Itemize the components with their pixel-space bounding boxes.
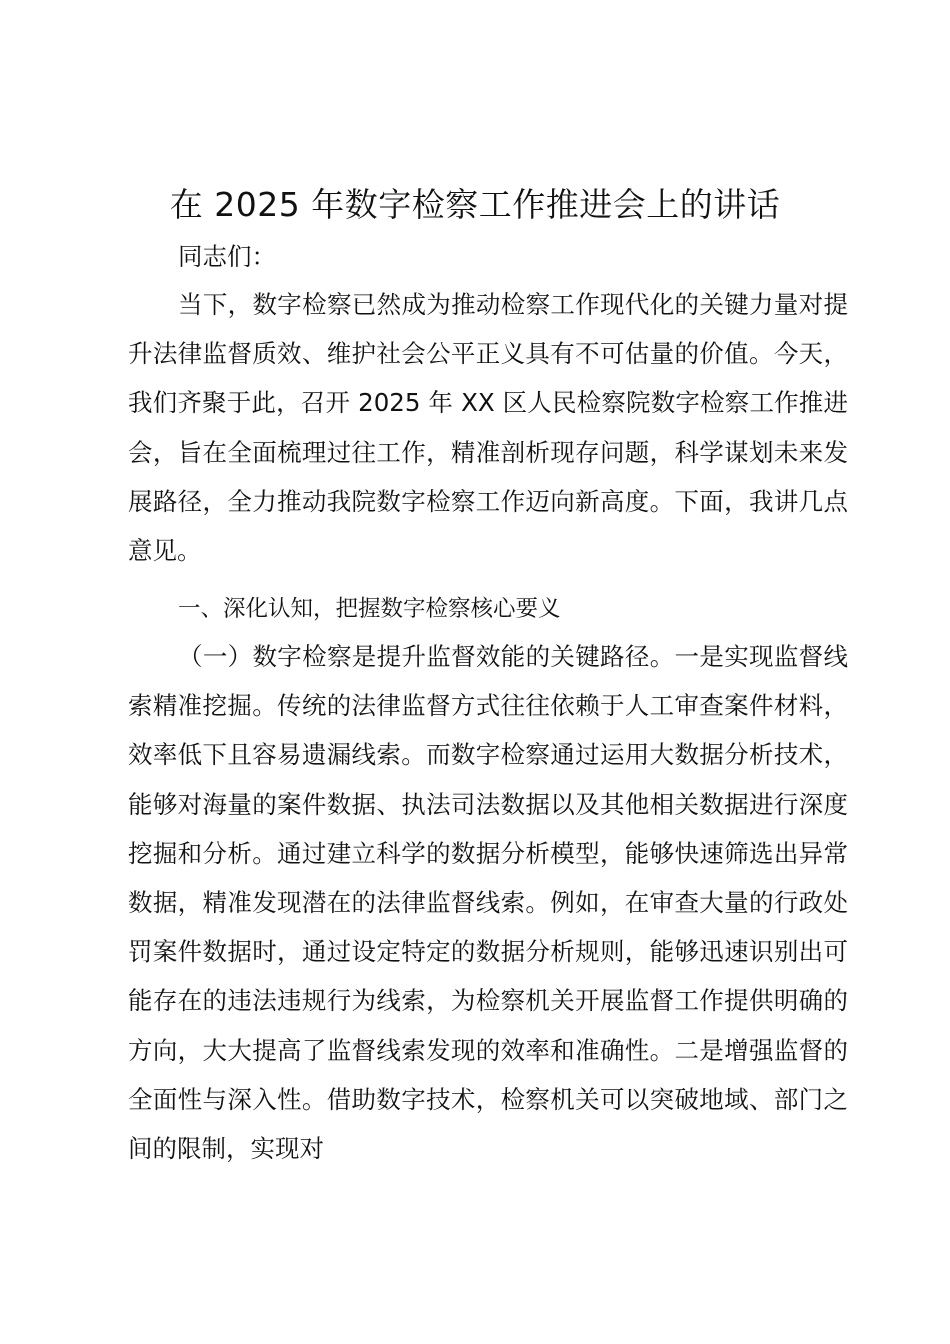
document-title: 在 2025 年数字检察工作推进会上的讲话: [169, 185, 781, 224]
section-heading-1: 一、深化认知，把握数字检察核心要义: [178, 596, 561, 622]
salutation: 同志们：: [178, 242, 276, 271]
paragraph-intro: 当下，数字检察已然成为推动检察工作现代化的关键力量对提升法律监督质效、维护社会公平正义具有不可估量的价值。今天，我们齐聚于此，召开 2025 年 XX 区人民检察院数字检察工作推进会，旨在全面梳理过往工作，精准剖析现存问题，科学谋划未来发展路径，全力推动我院数字检察工作迈向新高度。下面，我讲几点意见。: [128, 290, 848, 566]
paragraph-1-1: （一）数字检察是提升监督效能的关键路径。一是实现监督线索精准挖掘。传统的法律监督方式往往依赖于人工审查案件材料，效率低下且容易遗漏线索。而数字检察通过运用大数据分析技术，能够对海量的案件数据、执法司法数据以及其他相关数据进行深度挖掘和分析。通过建立科学的数据分析模型，能够快速筛选出异常数据，精准发现潜在的法律监督线索。例如，在审查大量的行政处罚案件数据时，通过设定特定的数据分析规则，能够迅速识别出可能存在的违法违规行为线索，为检察机关开展监督工作提供明确的方向，大大提高了监督线索发现的效率和准确性。二是增强监督的全面性与深入性。借助数字技术，检察机关可以突破地域、部门之间的限制，实现对: [128, 642, 848, 1164]
